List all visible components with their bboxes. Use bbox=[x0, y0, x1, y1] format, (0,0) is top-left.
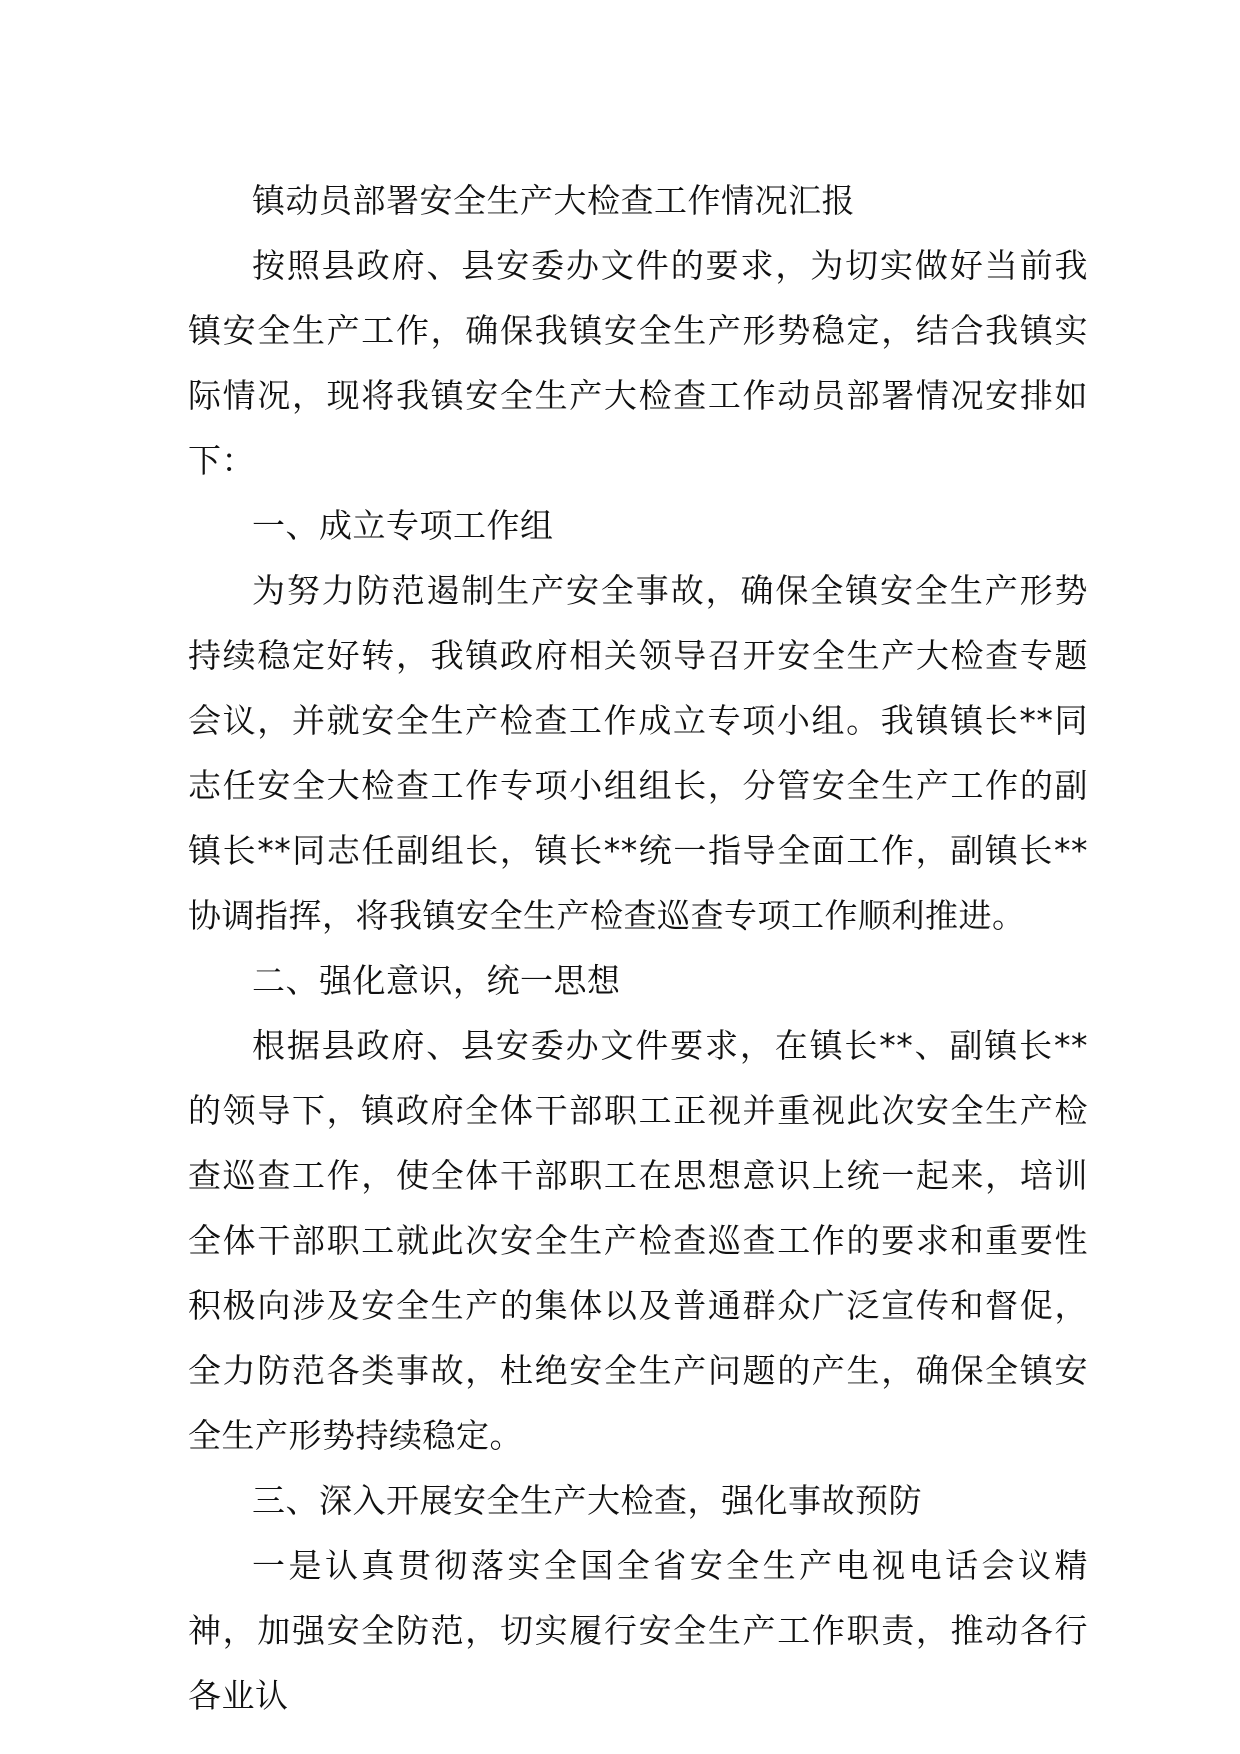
paragraph-section-3: 一是认真贯彻落实全国全省安全生产电视电话会议精神，加强安全防范，切实履行安全生产工作职责，推动各行各业认 bbox=[188, 1546, 1088, 1715]
paragraph-section-1: 为努力防范遏制生产安全事故，确保全镇安全生产形势持续稳定好转，我镇政府相关领导召开安全生产大检查专题会议，并就安全生产检查工作成立专项小组。我镇镇长**同志任安全大检查工作专项小组组长，分管安全生产工作的副镇长**同志任副组长，镇长**统一指导全面工作，副镇长**协调指挥，将我镇安全生产检查巡查专项工作顺利推进。 bbox=[188, 571, 1088, 935]
section-heading-2: 二、强化意识，统一思想 bbox=[252, 961, 621, 1000]
paragraph-intro: 按照县政府、县安委办文件的要求，为切实做好当前我镇安全生产工作，确保我镇安全生产形势稳定，结合我镇实际情况，现将我镇安全生产大检查工作动员部署情况安排如下： bbox=[188, 246, 1088, 480]
paragraph-section-2: 根据县政府、县安委办文件要求，在镇长**、副镇长**的领导下，镇政府全体干部职工正视并重视此次安全生产检查巡查工作，使全体干部职工在思想意识上统一起来，培训全体干部职工就此次安全生产检查巡查工作的要求和重要性积极向涉及安全生产的集体以及普通群众广泛宣传和督促，全力防范各类事故，杜绝安全生产问题的产生，确保全镇安全生产形势持续稳定。 bbox=[188, 1026, 1088, 1455]
section-heading-1: 一、成立专项工作组 bbox=[252, 506, 554, 545]
document-body bbox=[188, 168, 1088, 1728]
document-title: 镇动员部署安全生产大检查工作情况汇报 bbox=[252, 181, 855, 220]
section-heading-3: 三、深入开展安全生产大检查，强化事故预防 bbox=[252, 1481, 922, 1520]
